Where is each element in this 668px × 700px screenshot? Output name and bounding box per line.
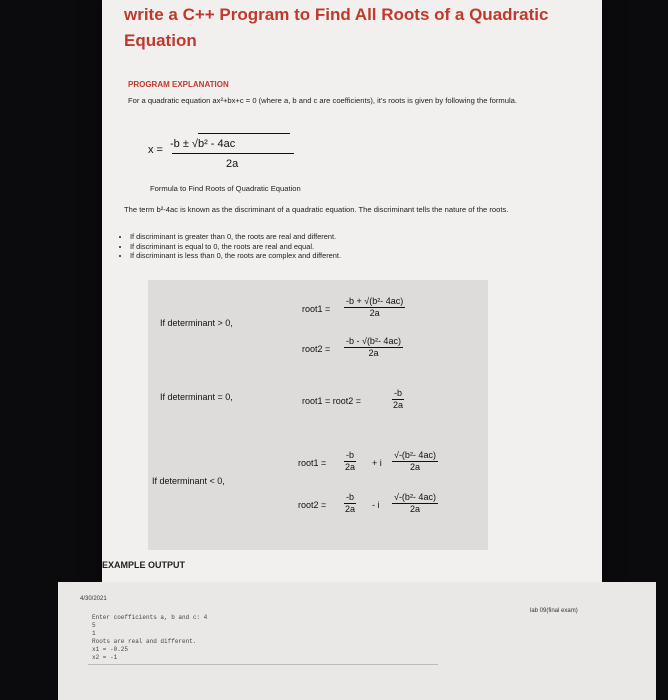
- page-title: write a C++ Program to Find All Roots of a Quadratic Equation: [124, 5, 549, 50]
- gt-root1-den: 2a: [369, 308, 380, 318]
- gt-root2-den: 2a: [368, 348, 379, 358]
- gt-root1-lhs: root1 =: [302, 304, 331, 314]
- gt-root2-fraction: [344, 336, 403, 358]
- output-date: 4/30/2021: [80, 596, 107, 602]
- quadratic-formula: [148, 130, 318, 180]
- lt-root1-lhs: root1 =: [298, 458, 327, 468]
- gt-root2-num: -b - √(b²- 4ac): [346, 336, 401, 346]
- case-lt-label: If determinant < 0,: [152, 476, 225, 486]
- lt-root2-b-den: 2a: [409, 504, 420, 514]
- formula-numerator-text: -b ±: [170, 138, 189, 150]
- list-item: • If discriminant is greater than 0, the roots are real and different.: [130, 232, 341, 242]
- example-output-heading: EXAMPLE OUTPUT: [102, 560, 186, 570]
- eq-den: 2a: [393, 400, 404, 410]
- formula-denominator: 2a: [226, 158, 239, 170]
- fraction-bar: [172, 153, 294, 154]
- lt-root2-a-num: -b: [346, 492, 355, 502]
- terminal-output: Enter coefficients a, b and c: 4 5 1 Roots are real and different. x1 = -0.25 x2 = -1: [92, 614, 208, 661]
- gt-root2-lhs: root2 =: [302, 344, 331, 354]
- lt-root2-b-num: √-(b²- 4ac): [394, 492, 436, 502]
- lt-root1-b-den: 2a: [409, 462, 420, 472]
- intro-paragraph: For a quadratic equation ax²+bx+c = 0 (where a, b and c are coefficients), it's roots is given by following the formula.: [128, 96, 518, 105]
- lt-root1-op: + i: [372, 458, 382, 468]
- list-item: • If discriminant is equal to 0, the roots are real and equal.: [130, 242, 341, 252]
- lt-root2-lhs: root2 =: [298, 500, 327, 510]
- lt-root1-b-fraction: [392, 450, 438, 472]
- sqrt-bar: [198, 133, 290, 134]
- eq-fraction: [392, 388, 404, 410]
- gt-root1-fraction: [344, 296, 405, 318]
- lt-root2-a-den: 2a: [345, 504, 356, 514]
- list-item: • If discriminant is less than 0, the roots are complex and different.: [130, 251, 341, 261]
- lt-root2-b-fraction: [392, 492, 438, 514]
- formula-sqrt-content: b² - 4ac: [197, 138, 236, 150]
- eq-lhs: root1 = root2 =: [302, 396, 362, 406]
- case-gt-label: If determinant > 0,: [160, 318, 233, 328]
- case-eq-label: If determinant = 0,: [160, 392, 233, 402]
- lt-root1-b-num: √-(b²- 4ac): [394, 450, 436, 460]
- lt-root1-a-fraction: [344, 450, 356, 472]
- discriminant-bullets: [118, 232, 341, 261]
- lt-root1-a-num: -b: [346, 450, 355, 460]
- output-right-note: lab 09(final exam): [530, 608, 578, 614]
- terminal-divider: [88, 664, 438, 665]
- formula-numerator: -b ± √b² - 4ac: [170, 138, 236, 150]
- program-explanation-heading: PROGRAM EXPLANATION: [128, 80, 229, 89]
- gt-root1-num: -b + √(b²- 4ac): [346, 296, 404, 306]
- formula-x: x =: [148, 144, 163, 156]
- eq-num: -b: [394, 388, 403, 398]
- formula-caption: Formula to Find Roots of Quadratic Equation: [150, 184, 301, 193]
- discriminant-text: The term b²-4ac is known as the discriminant of a quadratic equation. The discriminant tells the nature of the roots.: [124, 205, 509, 214]
- lt-root2-a-fraction: [344, 492, 356, 514]
- lt-root2-op: - i: [372, 500, 380, 510]
- lt-root1-a-den: 2a: [345, 462, 356, 472]
